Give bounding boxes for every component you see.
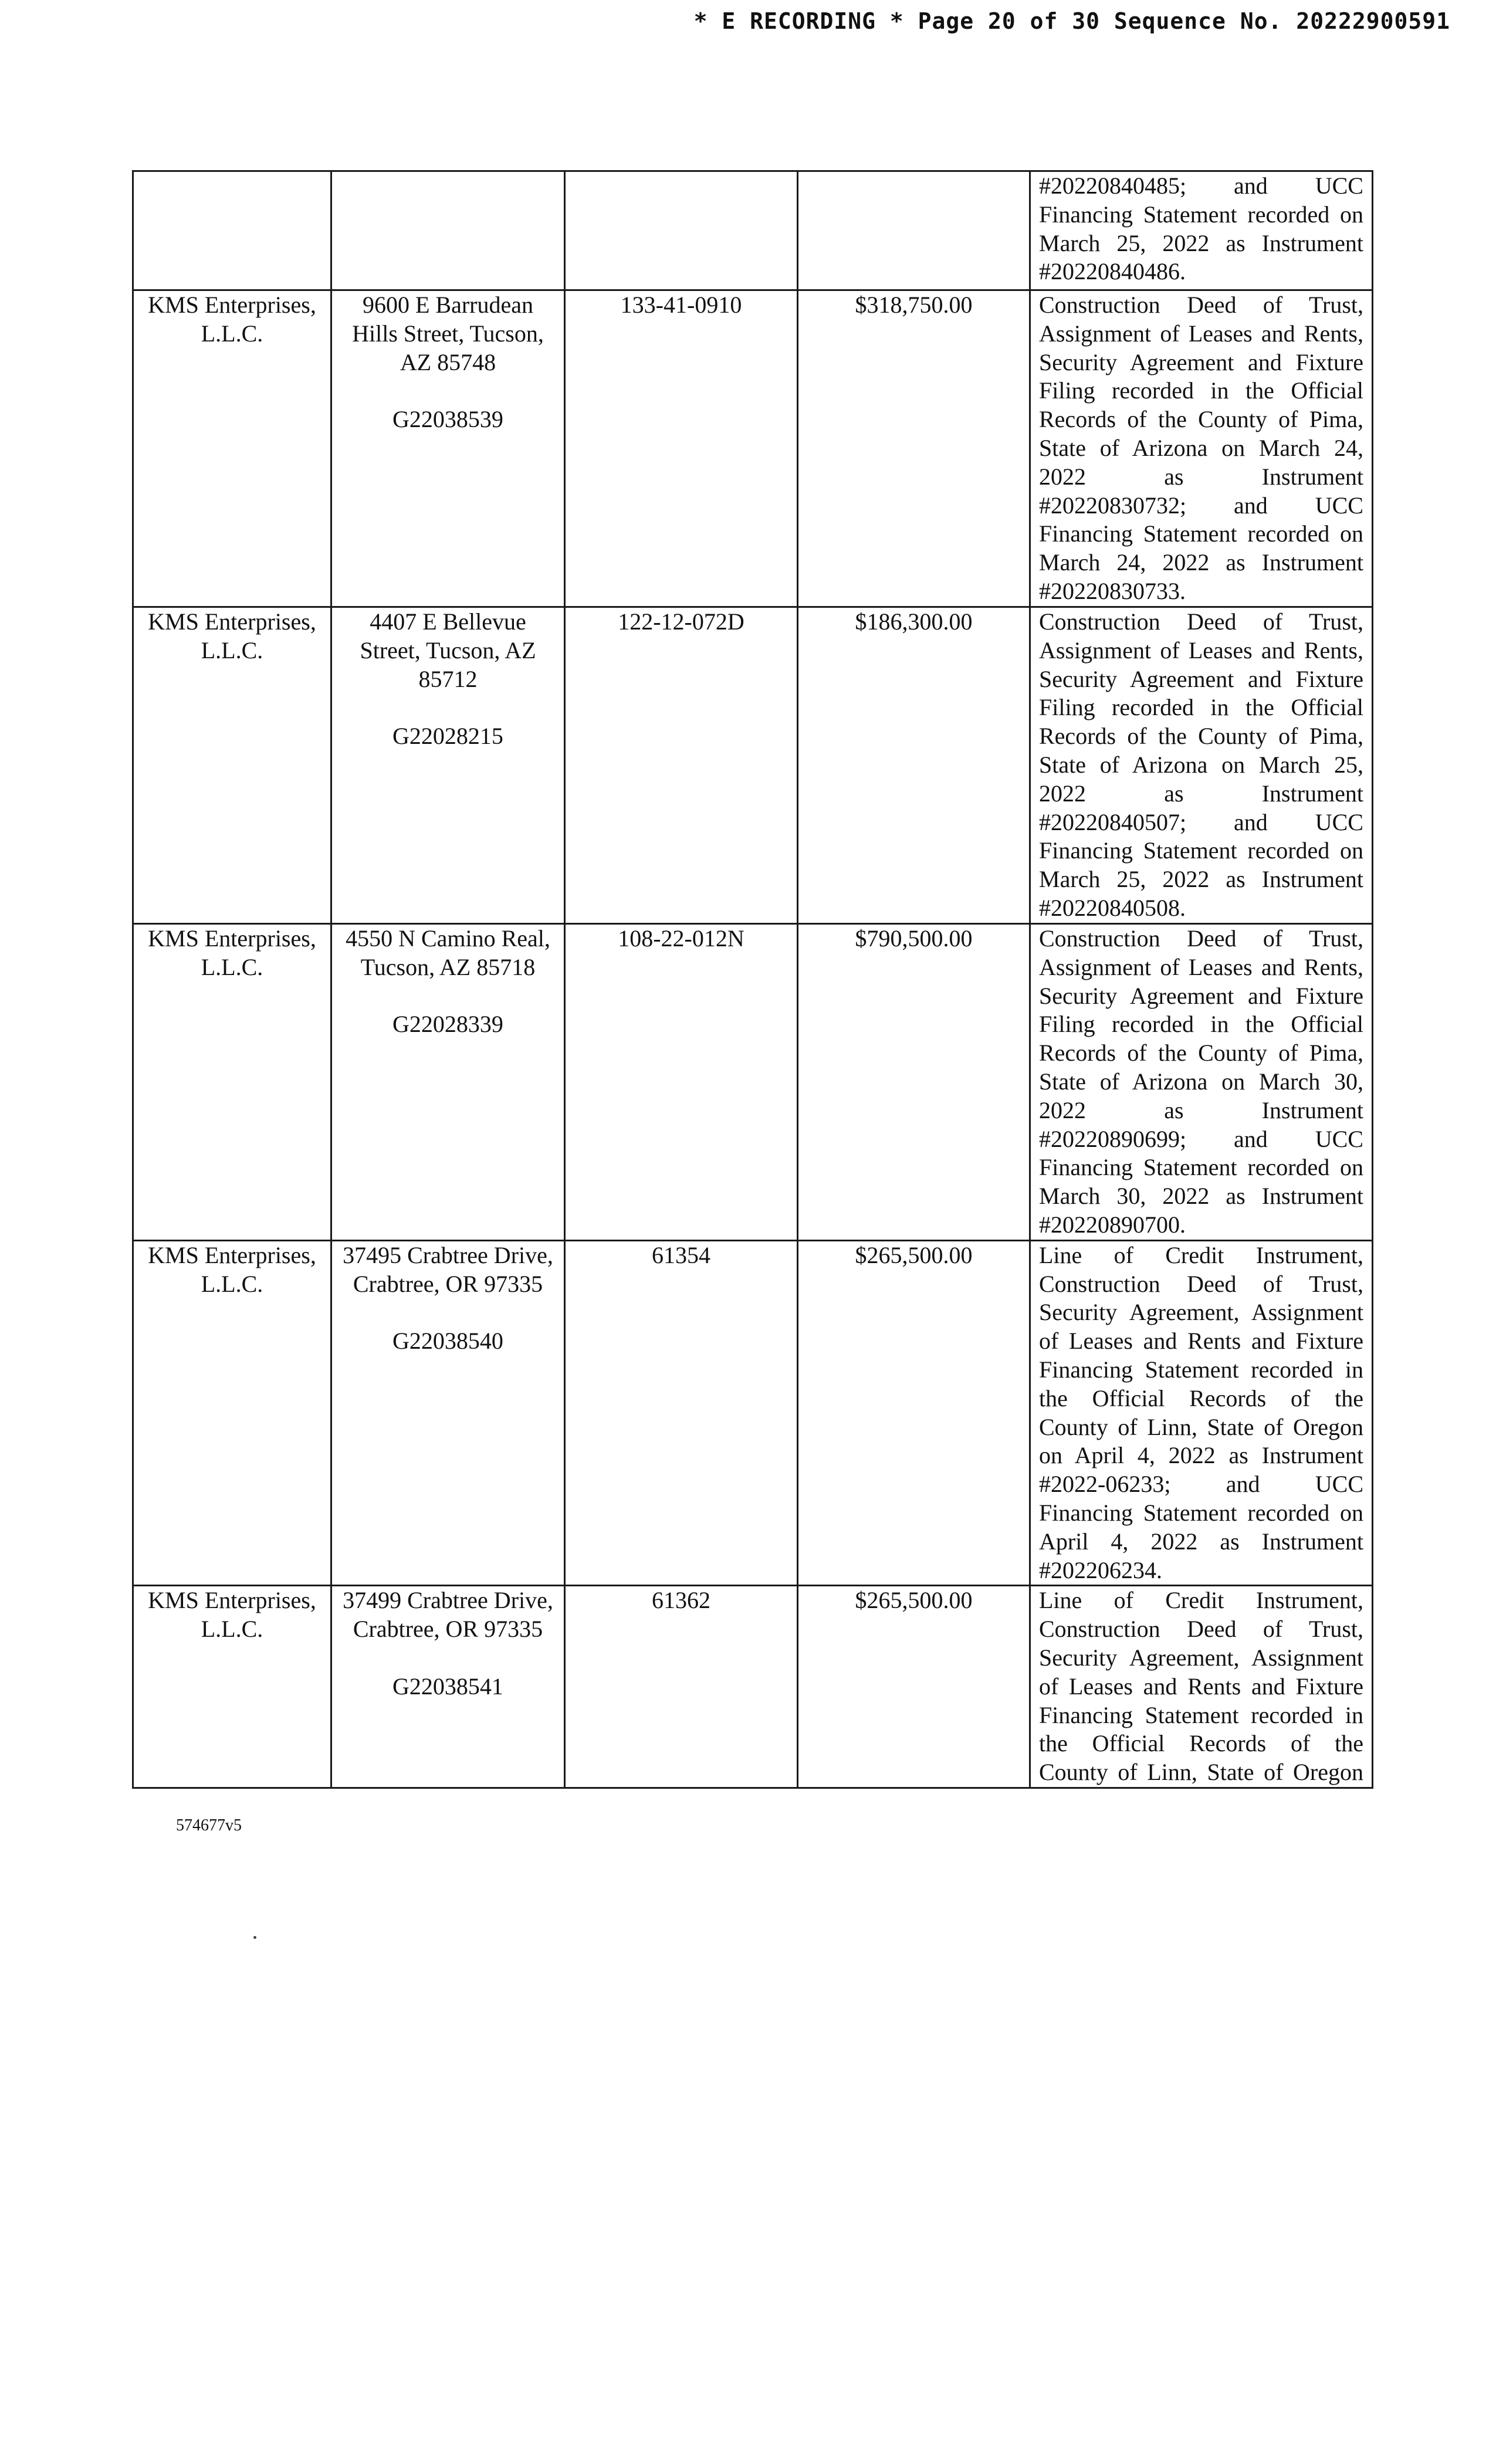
amount-cell — [798, 171, 1030, 290]
owner-cell: KMS Enterprises, L.L.C. — [133, 607, 331, 924]
owner-cell: KMS Enterprises, L.L.C. — [133, 1240, 331, 1586]
parcel-number-cell: 108-22-012N — [565, 924, 798, 1241]
amount-cell: $186,300.00 — [798, 607, 1030, 924]
instrument-description-last-line: #20220840508. — [1039, 894, 1186, 921]
parcel-number-cell: 133-41-0910 — [565, 290, 798, 607]
recording-number: G22028339 — [392, 1011, 503, 1038]
address-text: 37499 Crabtree Drive, Crabtree, OR 97335 — [343, 1587, 553, 1643]
table-row — [133, 607, 1373, 924]
instrument-description-last-line: #20220890700. — [1039, 1211, 1186, 1238]
owner-cell: KMS Enterprises, L.L.C. — [133, 924, 331, 1241]
address-text: 9600 E Barrudean Hills Street, Tucson, AZ 85748 — [352, 292, 544, 375]
table-row — [133, 1586, 1373, 1788]
address-cell — [331, 607, 565, 924]
amount-cell: $265,500.00 — [798, 1586, 1030, 1788]
scan-speck — [253, 1936, 256, 1939]
property-schedule-table — [132, 170, 1373, 1789]
instrument-description: Line of Credit Instrument, Construction Deed of Trust, Security Agreement, Assignment of Leases and Rents and Fixture Financing Statement recorded in the Official Records of the County of Linn, State of Oregon — [1039, 1587, 1363, 1786]
address-cell — [331, 1240, 565, 1586]
instrument-description-cell — [1030, 290, 1373, 607]
amount-cell: $790,500.00 — [798, 924, 1030, 1241]
instrument-description: Construction Deed of Trust, Assignment of Leases and Rents, Security Agreement and Fixture Filing recorded in the Official Records of the County of Pima, State of Arizona on March 25, 2022 as Instrument #20220840507; and UCC Financing Statement recorded on March 25, 2022 as Instrument — [1039, 608, 1363, 893]
address-text: 4550 N Camino Real, Tucson, AZ 85718 — [346, 925, 550, 980]
recording-number: G22028215 — [392, 723, 503, 750]
address-text: 4407 E Bellevue Street, Tucson, AZ 85712 — [360, 608, 536, 692]
address-cell — [331, 924, 565, 1241]
instrument-description-last-line: #20220840486. — [1039, 258, 1186, 285]
owner-cell: KMS Enterprises, L.L.C. — [133, 1586, 331, 1788]
instrument-description-last-line: #20220830733. — [1039, 577, 1186, 604]
instrument-description-cell — [1030, 171, 1373, 290]
parcel-number-cell: 61354 — [565, 1240, 798, 1586]
table-row — [133, 290, 1373, 607]
instrument-description: Line of Credit Instrument, Construction Deed of Trust, Security Agreement, Assignment of Leases and Rents and Fixture Financing Statement recorded in the Official Records of the County of Linn, State of Oregon on April 4, 2022 as Instrument #2022-06233; and UCC Financing Statement recorded on April 4, 2022 as Instrument — [1039, 1241, 1363, 1555]
instrument-description-cell — [1030, 1586, 1373, 1788]
amount-cell: $265,500.00 — [798, 1240, 1030, 1586]
recording-number: G22038539 — [392, 406, 503, 433]
document-version-id: 574677v5 — [176, 1816, 242, 1835]
amount-cell: $318,750.00 — [798, 290, 1030, 607]
parcel-number-cell — [565, 171, 798, 290]
recording-header: * E RECORDING * Page 20 of 30 Sequence No. 20222900591 — [693, 8, 1450, 34]
instrument-description-last-line: #202206234. — [1039, 1556, 1162, 1583]
recording-number: G22038541 — [392, 1673, 503, 1700]
instrument-description: Construction Deed of Trust, Assignment of Leases and Rents, Security Agreement and Fixture Filing recorded in the Official Records of the County of Pima, State of Arizona on March 24, 2022 as Instrument #20220830732; and UCC Financing Statement recorded on March 24, 2022 as Instrument — [1039, 292, 1363, 576]
instrument-description-cell — [1030, 607, 1373, 924]
address-cell — [331, 1586, 565, 1788]
instrument-description-cell — [1030, 924, 1373, 1241]
table-row — [133, 1240, 1373, 1586]
instrument-description: #20220840485; and UCC Financing Statement recorded on March 25, 2022 as Instrument — [1039, 172, 1363, 256]
parcel-number-cell: 61362 — [565, 1586, 798, 1788]
address-cell — [331, 171, 565, 290]
instrument-description: Construction Deed of Trust, Assignment of Leases and Rents, Security Agreement and Fixture Filing recorded in the Official Records of the County of Pima, State of Arizona on March 30, 2022 as Instrument #20220890699; and UCC Financing Statement recorded on March 30, 2022 as Instrument — [1039, 925, 1363, 1210]
owner-cell: KMS Enterprises, L.L.C. — [133, 290, 331, 607]
address-text: 37495 Crabtree Drive, Crabtree, OR 97335 — [343, 1241, 553, 1297]
recording-number: G22038540 — [392, 1328, 503, 1355]
table-row — [133, 171, 1373, 290]
address-cell — [331, 290, 565, 607]
owner-cell — [133, 171, 331, 290]
parcel-number-cell: 122-12-072D — [565, 607, 798, 924]
table-row — [133, 924, 1373, 1241]
instrument-description-cell — [1030, 1240, 1373, 1586]
